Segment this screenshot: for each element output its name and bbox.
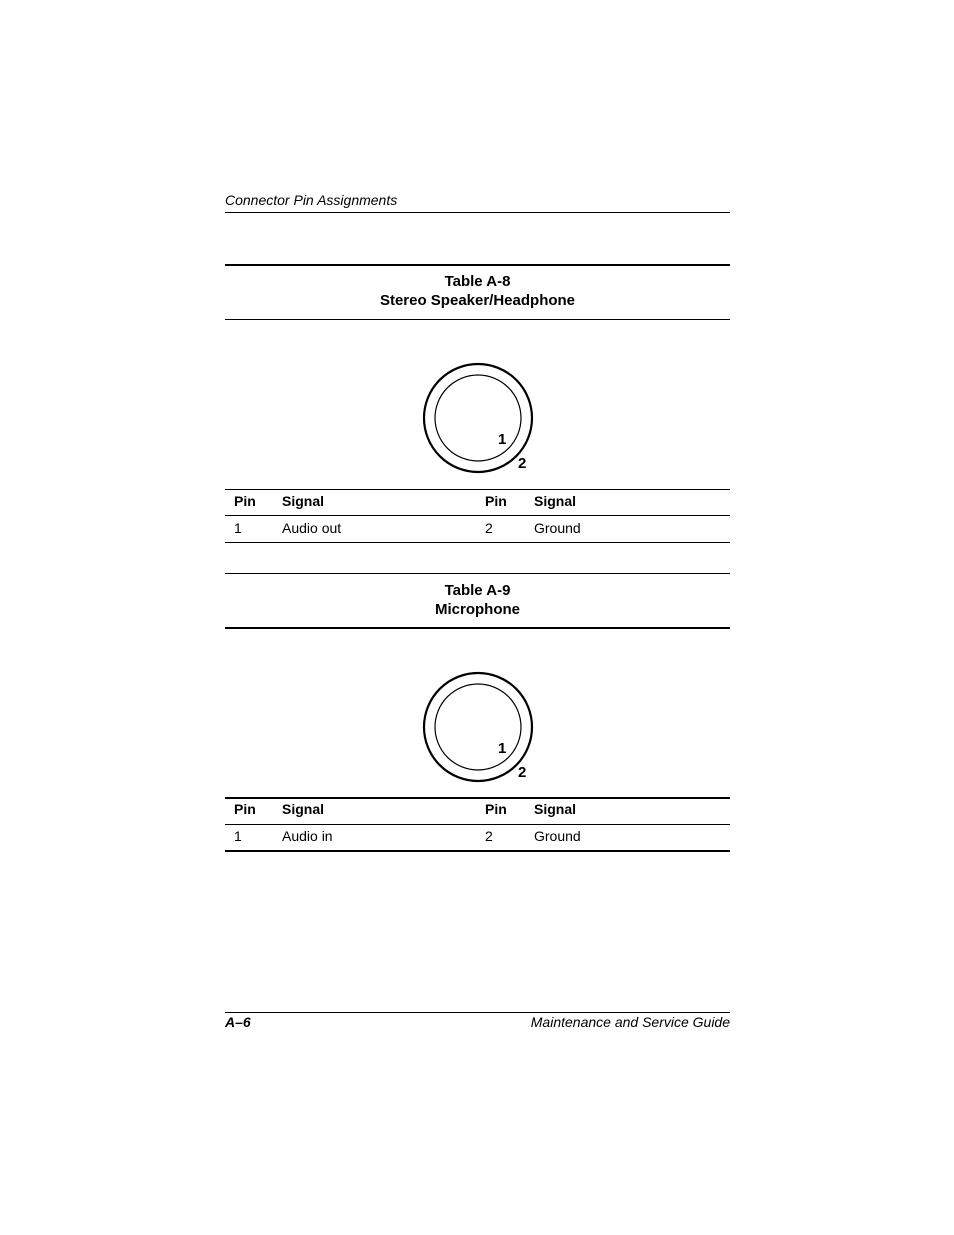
pin-2-label: 2 bbox=[518, 764, 527, 781]
pin-cell: 1 bbox=[234, 828, 242, 844]
signal-cell: Audio in bbox=[282, 828, 333, 844]
table-number: Table A-8 bbox=[444, 273, 511, 290]
signal-header: Signal bbox=[282, 801, 325, 817]
signal-header: Signal bbox=[534, 493, 577, 509]
signal-cell: Ground bbox=[534, 520, 581, 536]
table-row bbox=[225, 518, 730, 544]
pin-cell: 1 bbox=[234, 520, 242, 536]
jack-outer-ring bbox=[424, 364, 532, 472]
table-header-rule bbox=[225, 489, 730, 490]
table-title: Microphone bbox=[435, 601, 520, 618]
pin-header: Pin bbox=[485, 801, 507, 817]
table-mid-rule bbox=[225, 824, 730, 825]
table-bottom-rule bbox=[225, 850, 730, 852]
microphone-jack-diagram bbox=[420, 667, 540, 787]
pin-cell: 2 bbox=[485, 520, 493, 536]
signal-header: Signal bbox=[534, 801, 577, 817]
signal-cell: Audio out bbox=[282, 520, 342, 536]
header-rule bbox=[225, 212, 730, 213]
jack-outer-ring bbox=[424, 673, 532, 781]
pin-header: Pin bbox=[485, 493, 507, 509]
headphone-jack-diagram bbox=[420, 358, 540, 478]
table-number: Table A-9 bbox=[444, 582, 511, 599]
jack-inner-ring bbox=[435, 684, 521, 770]
pin-2-label: 2 bbox=[518, 455, 527, 472]
table-a9-caption-rule bbox=[225, 627, 730, 629]
table-a8-top-rule bbox=[225, 264, 730, 266]
table-header-row bbox=[225, 491, 730, 517]
signal-cell: Ground bbox=[534, 828, 581, 844]
jack-inner-ring bbox=[435, 375, 521, 461]
pin-1-label: 1 bbox=[498, 740, 507, 757]
running-head: Connector Pin Assignments bbox=[225, 192, 398, 208]
table-title: Stereo Speaker/Headphone bbox=[379, 292, 576, 309]
table-header-row bbox=[225, 799, 730, 825]
signal-header: Signal bbox=[282, 493, 325, 509]
table-mid-rule bbox=[225, 515, 730, 516]
table-a9-top-rule bbox=[225, 573, 730, 574]
footer-rule bbox=[225, 1012, 730, 1013]
table-a9-caption bbox=[225, 581, 730, 619]
page-number: A–6 bbox=[225, 1014, 251, 1030]
pin-header: Pin bbox=[234, 801, 256, 817]
pin-cell: 2 bbox=[485, 828, 493, 844]
pin-1-label: 1 bbox=[498, 431, 507, 448]
table-bottom-rule bbox=[225, 542, 730, 543]
table-a8-caption-rule bbox=[225, 319, 730, 320]
pin-header: Pin bbox=[234, 493, 256, 509]
table-a8-caption bbox=[225, 272, 730, 310]
guide-title: Maintenance and Service Guide bbox=[530, 1014, 730, 1030]
table-row bbox=[225, 826, 730, 852]
